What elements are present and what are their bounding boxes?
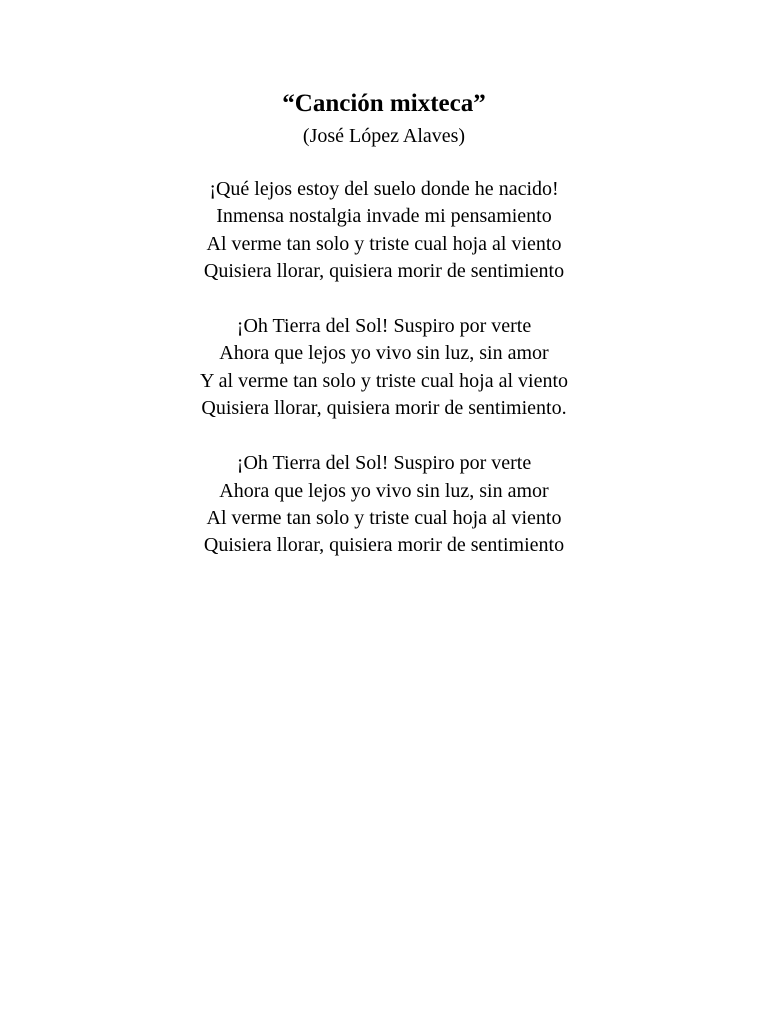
verse-line: Al verme tan solo y triste cual hoja al viento [206,506,562,529]
stanza-3 [0,450,768,559]
verse-line: ¡Oh Tierra del Sol! Suspiro por verte [236,452,532,475]
stanza-2 [0,313,768,422]
stanza-1 [0,176,768,285]
verse-line: ¡Qué lejos estoy del suelo donde he nacido! [209,178,559,200]
verse-line: ¡Oh Tierra del Sol! Suspiro por verte [236,315,532,338]
verse-line: Inmensa nostalgia invade mi pensamiento [216,205,552,228]
poem-body [0,176,768,560]
verse-line: Al verme tan solo y triste cual hoja al viento [206,232,562,255]
verse-line: Ahora que lejos yo vivo sin luz, sin amor [219,479,549,502]
poem [0,86,768,588]
verse-line: Quisiera llorar, quisiera morir de sentimiento [203,534,565,557]
poem-title: “Canción mixteca” [282,90,486,117]
verse-line: Quisiera llorar, quisiera morir de sentimiento [203,259,565,282]
verse-line: Quisiera llorar, quisiera morir de sentimiento. [201,397,567,420]
verse-line: Ahora que lejos yo vivo sin luz, sin amor [219,342,549,365]
verse-line: Y al verme tan solo y triste cual hoja al viento [199,369,569,392]
poem-author: (José López Alaves) [302,125,466,147]
